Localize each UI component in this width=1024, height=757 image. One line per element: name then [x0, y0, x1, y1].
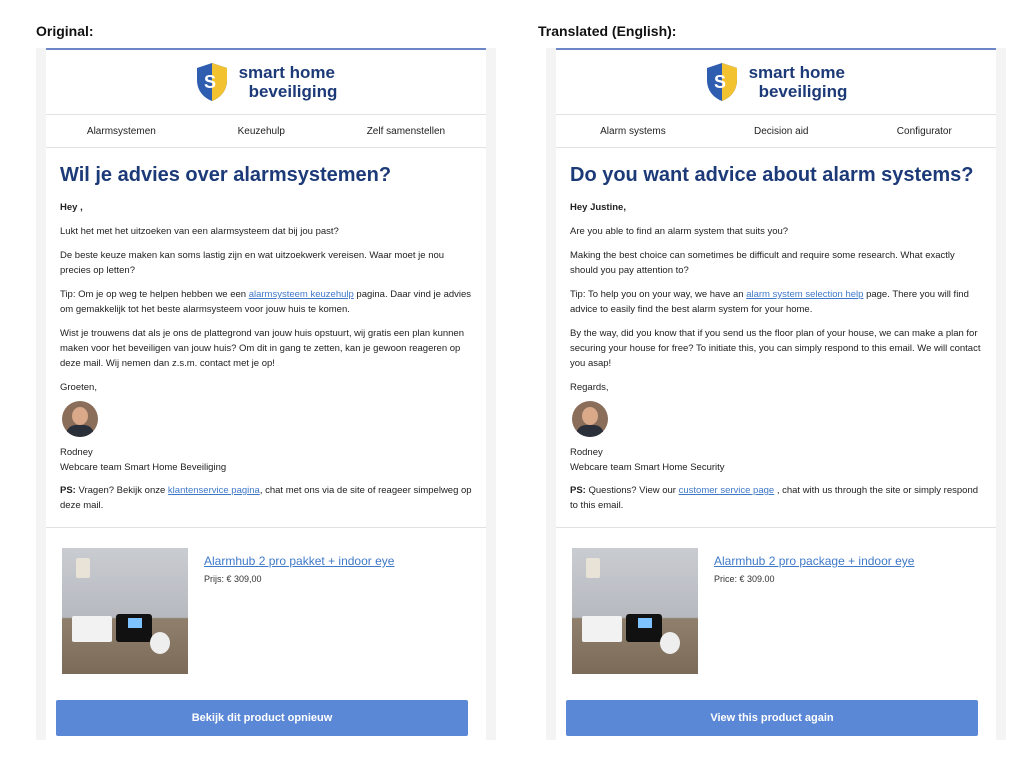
regards: Groeten, — [60, 382, 97, 393]
product-image[interactable] — [572, 548, 698, 674]
greeting — [60, 200, 472, 215]
paragraph-3 — [60, 287, 472, 317]
email-nav — [46, 114, 486, 148]
paragraph-1: Lukt het met het uitzoeken van een alarmsysteem dat bij jou past? — [60, 226, 339, 237]
p3-post: pagina. Daar vind je advies om gemakkelijk tot het beste alarmsysteem voor jouw huis te komen. — [60, 289, 472, 315]
selection-help-link[interactable]: alarm system selection help — [746, 289, 864, 300]
product-card — [570, 528, 982, 674]
brand-line2: beveiliging — [248, 82, 338, 101]
paragraph-2: De beste keuze maken kan soms lastig zijn en wat uitzoekwerk vereisen. Waar moet je nou precies op letten? — [60, 250, 445, 276]
shield-icon — [705, 62, 739, 102]
paragraph-3 — [570, 287, 982, 317]
postscript — [570, 483, 982, 513]
p3-pre: Tip: Om je op weg te helpen hebben we een — [60, 289, 249, 300]
product-title-link[interactable]: Alarmhub 2 pro pakket + indoor eye — [204, 554, 395, 568]
brand-line2: beveiliging — [758, 82, 848, 101]
product-info — [714, 548, 914, 674]
ps-label: PS: — [570, 485, 586, 496]
greeting — [570, 200, 982, 215]
nav-item-decision-aid[interactable]: Keuzehulp — [237, 125, 285, 137]
ps-post: , chat met ons via de site of reageer simpelweg op deze mail. — [60, 485, 472, 511]
signature — [60, 445, 472, 475]
product-image[interactable] — [62, 548, 188, 674]
brand-name — [749, 63, 848, 101]
email-original-panel — [36, 48, 496, 740]
brand-logo[interactable] — [556, 50, 996, 114]
nav-item-decision-aid[interactable]: Decision aid — [754, 125, 809, 137]
email-card — [46, 48, 486, 740]
paragraph-4: By the way, did you know that if you send us the floor plan of your house, we can make a plan for securing your house for free? To initiate this, you can simply respond to this email. We will contact you asap! — [570, 328, 981, 369]
ps-pre: Vragen? Bekijk onze — [75, 485, 168, 496]
caption-translated: Translated (English): — [538, 23, 677, 39]
sender-name: Rodney — [570, 447, 603, 458]
product-price: Price: € 309.00 — [714, 574, 775, 584]
nav-item-configurator[interactable]: Zelf samenstellen — [366, 125, 446, 137]
brand-logo[interactable] — [46, 50, 486, 114]
brand-name — [239, 63, 338, 101]
paragraph-1: Are you able to find an alarm system that suits you? — [570, 226, 789, 237]
p3-pre: Tip: To help you on your way, we have an — [570, 289, 747, 300]
signature — [570, 445, 982, 475]
email-body — [556, 148, 996, 674]
selection-help-link[interactable]: alarmsysteem keuzehulp — [248, 289, 354, 300]
product-price: Prijs: € 309,00 — [204, 574, 262, 584]
greeting-text: Hey , — [60, 202, 83, 213]
customer-service-link[interactable]: customer service page — [678, 485, 775, 496]
view-product-button[interactable]: View this product again — [566, 700, 978, 736]
email-card — [556, 48, 996, 740]
avatar — [572, 401, 608, 437]
brand-line1: smart home — [238, 63, 335, 82]
ps-pre: Questions? View our — [585, 485, 679, 496]
email-title: Do you want advice about alarm systems? — [570, 164, 974, 186]
shield-icon — [195, 62, 229, 102]
postscript — [60, 483, 472, 513]
svg-text:S: S — [713, 72, 726, 92]
avatar — [62, 401, 98, 437]
paragraph-4: Wist je trouwens dat als je ons de plattegrond van jouw huis opstuurt, wij gratis een plan kunnen maken voor het beveiligen van jouw huis? Om dit in gang te zetten, kan je gewoon reageren op deze mail. Wij nemen dan z.s.m. contact met je op! — [60, 328, 464, 369]
sender-name: Rodney — [60, 447, 93, 458]
product-card — [60, 528, 472, 674]
ps-post: , chat with us through the site or simply respond to this email. — [570, 485, 979, 511]
nav-item-configurator[interactable]: Configurator — [896, 125, 952, 137]
p3-post: page. There you will find advice to easily find the best alarm system for your home. — [570, 289, 969, 315]
regards: Regards, — [570, 382, 609, 393]
product-title-link[interactable]: Alarmhub 2 pro package + indoor eye — [714, 554, 915, 568]
svg-text:S: S — [203, 72, 216, 92]
nav-item-alarm-systems[interactable]: Alarm systems — [600, 125, 666, 137]
view-product-button[interactable]: Bekijk dit product opnieuw — [56, 700, 468, 736]
email-title: Wil je advies over alarmsystemen? — [60, 164, 392, 186]
email-nav — [556, 114, 996, 148]
nav-item-alarm-systems[interactable]: Alarmsystemen — [86, 125, 156, 137]
email-translated-panel — [546, 48, 1006, 740]
paragraph-2: Making the best choice can sometimes be difficult and require some research. What exactly should you pay attention to? — [570, 250, 955, 276]
brand-line1: smart home — [748, 63, 845, 82]
caption-original: Original: — [36, 23, 94, 39]
email-body — [46, 148, 486, 674]
greeting-text: Hey Justine, — [570, 202, 626, 213]
ps-label: PS: — [60, 485, 76, 496]
product-info — [204, 548, 394, 674]
sender-team: Webcare team Smart Home Security — [570, 462, 725, 473]
customer-service-link[interactable]: klantenservice pagina — [167, 485, 260, 496]
sender-team: Webcare team Smart Home Beveiliging — [60, 462, 227, 473]
